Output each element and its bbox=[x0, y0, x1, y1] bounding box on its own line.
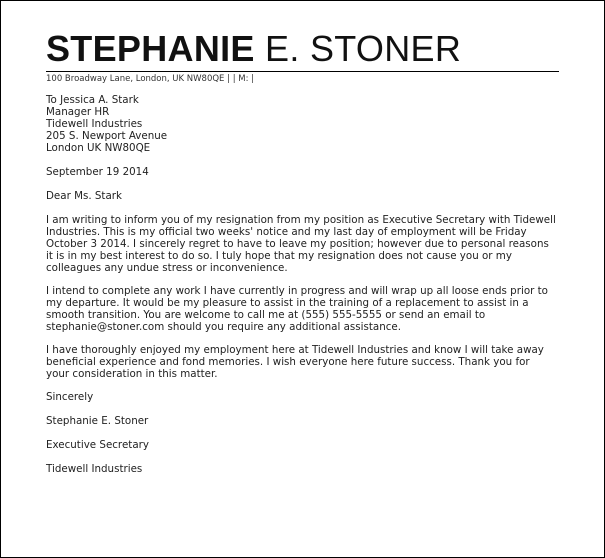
paragraph-transition bbox=[46, 285, 566, 333]
sender-name-heading bbox=[46, 29, 461, 69]
signature-title: Executive Secretary bbox=[46, 439, 149, 451]
paragraph-line: I have thoroughly enjoyed my employment here at Tidewell Industries and know I will take away bbox=[46, 344, 544, 356]
paragraph-line: smooth transition. You are welcome to call me at (555) 555-5555 or send an email to bbox=[46, 309, 486, 321]
paragraph-line: I intend to complete any work I have currently in progress and will wrap up all loose ends prior to bbox=[46, 285, 548, 297]
sender-last-name: E. STONER bbox=[265, 28, 462, 69]
paragraph-line: Industries. This is my official two weeks' notice and my last day of employment will be Friday bbox=[46, 226, 527, 238]
recipient-name: To Jessica A. Stark bbox=[46, 94, 139, 106]
paragraph-line: I am writing to inform you of my resignation from my position as Executive Secretary with Tidewell bbox=[46, 214, 556, 226]
recipient-block bbox=[46, 94, 566, 154]
paragraph-resignation bbox=[46, 214, 566, 274]
recipient-city: London UK NW80QE bbox=[46, 142, 151, 154]
paragraph-line: it is in my best interest to do so. I tuly hope that my resignation does not cause you or my bbox=[46, 250, 512, 262]
paragraph-line: your consideration in this matter. bbox=[46, 368, 218, 380]
recipient-title: Manager HR bbox=[46, 106, 110, 118]
sender-contact-line: 100 Broadway Lane, London, UK NW80QE | | M: | bbox=[46, 74, 255, 84]
letter-date: September 19 2014 bbox=[46, 166, 149, 178]
paragraph-line: stephanie@stoner.com should you require any additional assistance. bbox=[46, 321, 401, 333]
sender-first-name: STEPHANIE bbox=[46, 28, 255, 69]
recipient-street: 205 S. Newport Avenue bbox=[46, 130, 168, 142]
signature-name: Stephanie E. Stoner bbox=[46, 415, 149, 427]
paragraph-line: October 3 2014. I sincerely regret to have to leave my position; however due to personal reasons bbox=[46, 238, 549, 250]
closing: Sincerely bbox=[46, 391, 94, 403]
paragraph-line: my departure. It would be my pleasure to assist in the training of a replacement to assist in a bbox=[46, 297, 529, 309]
paragraph-line: colleagues any undue stress or inconvenience. bbox=[46, 262, 288, 274]
signature-company: Tidewell Industries bbox=[46, 463, 143, 475]
paragraph-line: beneficial experience and fond memories. I wish everyone here future success. Thank you for bbox=[46, 356, 530, 368]
salutation: Dear Ms. Stark bbox=[46, 190, 122, 202]
recipient-company: Tidewell Industries bbox=[46, 118, 143, 130]
paragraph-gratitude bbox=[46, 344, 566, 380]
header-divider bbox=[46, 71, 559, 72]
letter-body bbox=[46, 94, 566, 475]
